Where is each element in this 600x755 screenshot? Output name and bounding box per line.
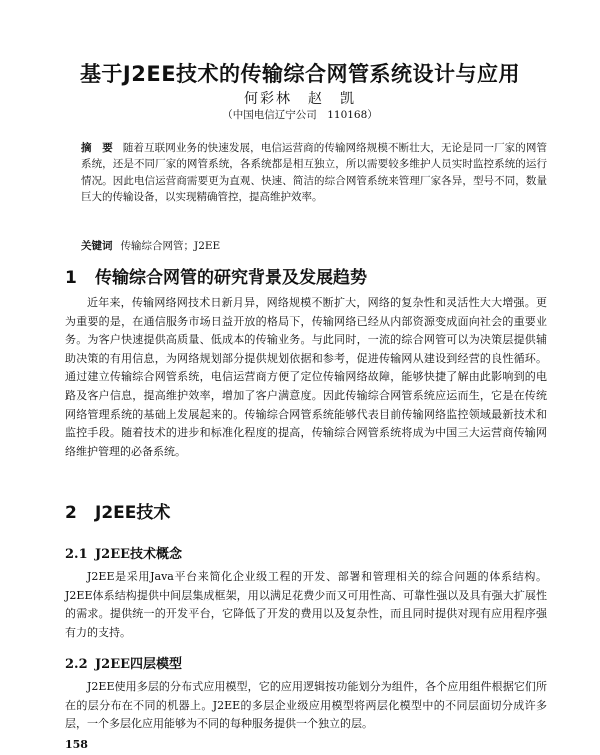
keywords-label: 关键词 [81,240,113,252]
author-names: 何彩林 赵 凯 [244,91,356,107]
paper-title: 基于J2EE技术的传输综合网管系统设计与应用 [79,62,521,86]
section-2-2-number: 2.2 [65,657,88,672]
section-1-paragraph: 近年来，传输网络网技术日新月异，网络规模不断扩大，网络的复杂性和灵活性大大增强。更为重要的是，在通信服务市场日益开放的格局下，传输网络已经从内部资源变成面向社会的重要业务。为客户快速提供高质量、低成本的传输业务。与此同时，一流的综合网管可以为决策层提供辅助决策的有用信息，为网络规划部分提供规划依据和参考，促进传输网从建设到经营的良性循环。通过建立传输综合网管系统，电信运营商方便了定位传输网络故障，能够快捷了解由此影响到的电路及客户信息，提高维护效率，增加了客户满意度。因此传输综合网管系统应运而生，它是在传统网络管理系统的基础上发展起来的。传输综合网管系统能够代表目前传输网络监控领域最新技术和监控手段。随着技术的进步和标准化程度的提高，传输综合网管系统将成为中国三大运营商传输网络维护管理的必备系统。 [65,296,547,458]
section-2-1-paragraph: J2EE是采用Java平台来简化企业级工程的开发、部署和管理相关的综合问题的体系结构。J2EE体系结构提供中间层集成框架，用以满足花费少而又可用性高、可靠性强以及具有强大扩展性的需求。提供统一的开发平台，它降低了开发的费用以及复杂性，而且同时提供对现有应用程序强有力的支持。 [65,570,547,639]
section-2-2-title: J2EE四层模型 [95,657,183,672]
page-number: 158 [65,738,88,751]
abstract-text: 随着互联网业务的快速发展，电信运营商的传输网络规模不断壮大，无论是同一厂家的网管系统，还是不同厂家的网管系统，各系统都是相互独立，所以需要较多维护人员实时监控系统的运行情况。因此电信运营商需要更为直观、快速、简洁的综合网管系统来管理厂家各异，型号不同，数量巨大的传输设备，以实现精确管控，提高维护效率。 [81,142,548,203]
section-2-2-paragraph: J2EE使用多层的分布式应用模型，它的应用逻辑按功能划分为组件，各个应用组件根据它们所在的层分布在不同的机器上。J2EE的多层企业级应用模型将两层化模型中的不同层面切分成许多层，一个多层化应用能够为不同的每种服务提供一个独立的层。 [65,680,547,731]
section-2-1-heading [65,543,182,562]
section-2-heading [65,498,170,523]
author-affiliation: （中国电信辽宁公司 110168） [222,109,378,121]
section-2-1-number: 2.1 [65,547,88,562]
section-2-1-title: J2EE技术概念 [95,547,183,562]
abstract-label: 摘 要 [81,142,113,154]
section-2-title: J2EE技术 [95,503,171,523]
section-2-2-heading [65,653,182,672]
section-1-heading [65,263,367,288]
section-2-number: 2 [65,503,77,523]
section-1-title: 传输综合网管的研究背景及发展趋势 [95,268,367,288]
keywords-text: 传输综合网管；J2EE [120,240,221,252]
abstract [81,140,547,205]
section-1-number: 1 [65,268,77,288]
keywords [81,238,547,253]
